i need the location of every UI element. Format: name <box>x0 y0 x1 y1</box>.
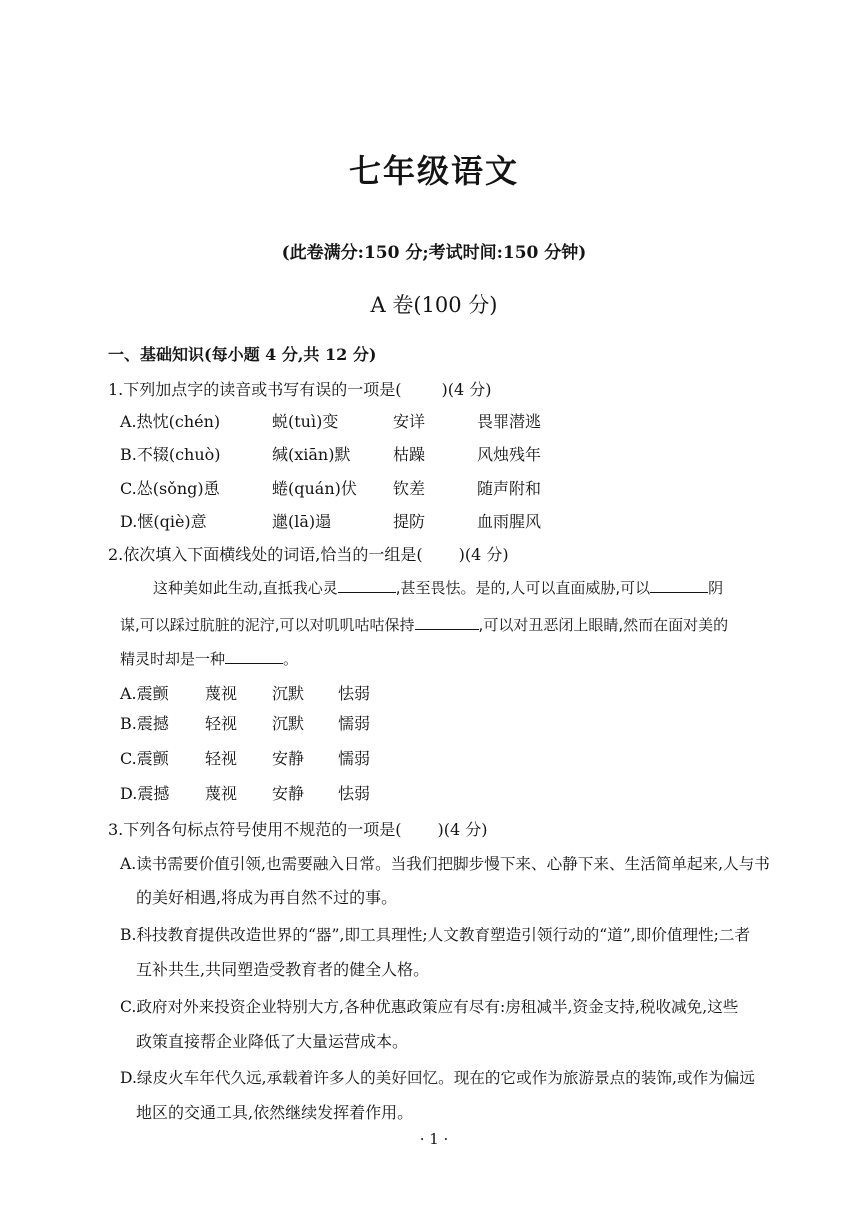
option-d-word-1: D.震撼 <box>120 784 170 803</box>
option-d-word-4: 怯弱 <box>338 784 371 803</box>
option-a-word-2: 蜕(tuì)变 <box>272 412 339 431</box>
option-c-word-2: 轻视 <box>205 749 238 768</box>
option-a-word-2: 蔑视 <box>205 684 238 703</box>
option-c-line-1: C.政府对外来投资企业特别大方,各种优惠政策应有尽有:房租减半,资金支持,税收减免,这些 <box>120 998 739 1016</box>
question-3-stem: 3.下列各句标点符号使用不规范的一项是( )(4 分) <box>108 820 488 839</box>
part-heading: 一、基础知识(每小题 4 分,共 12 分) <box>108 345 377 364</box>
option-a-word-1: A.震颤 <box>120 684 169 703</box>
passage-line-1: 这种美如此生动,直抵我心灵 ,甚至畏怯。是的,人可以直面威胁,可以 阴 <box>153 579 724 597</box>
option-b-word-1: B.震撼 <box>120 714 169 733</box>
page-title: 七年级语文 <box>348 152 519 190</box>
option-d-word-2: 蔑视 <box>205 784 238 803</box>
option-c-word-4: 随声附和 <box>477 479 542 498</box>
passage-line-3: 精灵时却是一种 。 <box>120 650 299 668</box>
option-c-line-2: 政策直接帮企业降低了大量运营成本。 <box>136 1032 409 1051</box>
option-b-word-4: 风烛残年 <box>477 445 542 464</box>
question-2-stem: 2.依次填入下面横线处的词语,恰当的一组是( )(4 分) <box>108 545 509 564</box>
option-b-line-1: B.科技教育提供改造世界的“器”,即工具理性;人文教育塑造引领行动的“道”,即价值理性;二者 <box>120 926 751 944</box>
option-d-line-2: 地区的交通工具,依然继续发挥着作用。 <box>136 1103 414 1122</box>
option-c-word-1: C.怂(sǒng)恿 <box>120 479 220 498</box>
option-c-word-1: C.震颤 <box>120 749 169 768</box>
option-a-line-2: 的美好相遇,将成为再自然不过的事。 <box>136 888 398 907</box>
option-c-word-3: 钦差 <box>393 479 426 498</box>
answer-blank-2[interactable] <box>650 578 708 593</box>
option-a-line-1: A.读书需要价值引领,也需要融入日常。当我们把脚步慢下来、心静下来、生活简单起来,人与书 <box>120 855 770 873</box>
answer-blank-3[interactable] <box>415 615 479 630</box>
option-d-word-3: 提防 <box>393 512 426 531</box>
passage-line-2: 谋,可以踩过肮脏的泥泞,可以对叽叽咕咕保持 ,可以对丑恶闭上眼睛,然而在面对美的 <box>120 616 729 634</box>
option-d-word-4: 血雨腥风 <box>477 512 542 531</box>
option-b-word-2: 缄(xiān)默 <box>272 445 351 464</box>
option-d-word-3: 安静 <box>272 784 305 803</box>
answer-blank-1[interactable] <box>338 578 396 593</box>
option-a-word-1: A.热忱(chén) <box>120 412 221 431</box>
option-b-word-1: B.不辍(chuò) <box>120 445 221 464</box>
exam-info: (此卷满分:150 分;考试时间:150 分钟) <box>281 243 587 263</box>
option-c-word-3: 安静 <box>272 749 305 768</box>
question-1-stem: 1.下列加点字的读音或书写有误的一项是( )(4 分) <box>108 380 492 399</box>
option-d-line-1: D.绿皮火车年代久远,承载着许多人的美好回忆。现在的它或作为旅游景点的装饰,或作为偏远 <box>120 1069 755 1087</box>
page-number: · 1 · <box>419 1130 449 1148</box>
option-b-word-3: 枯躁 <box>393 445 426 464</box>
option-c-word-2: 蜷(quán)伏 <box>272 479 357 498</box>
answer-blank-4[interactable] <box>225 649 283 664</box>
option-b-word-4: 懦弱 <box>338 714 371 733</box>
option-a-word-3: 沉默 <box>272 684 305 703</box>
option-b-word-3: 沉默 <box>272 714 305 733</box>
option-c-word-4: 懦弱 <box>338 749 371 768</box>
section-title: A 卷(100 分) <box>370 293 498 317</box>
option-d-word-2: 邋(lā)遢 <box>272 512 332 531</box>
option-b-line-2: 互补共生,共同塑造受教育者的健全人格。 <box>136 960 430 979</box>
option-a-word-4: 畏罪潜逃 <box>477 412 542 431</box>
option-a-word-4: 怯弱 <box>338 684 371 703</box>
option-b-word-2: 轻视 <box>205 714 238 733</box>
option-a-word-3: 安详 <box>393 412 426 431</box>
option-d-word-1: D.惬(qiè)意 <box>120 512 207 531</box>
